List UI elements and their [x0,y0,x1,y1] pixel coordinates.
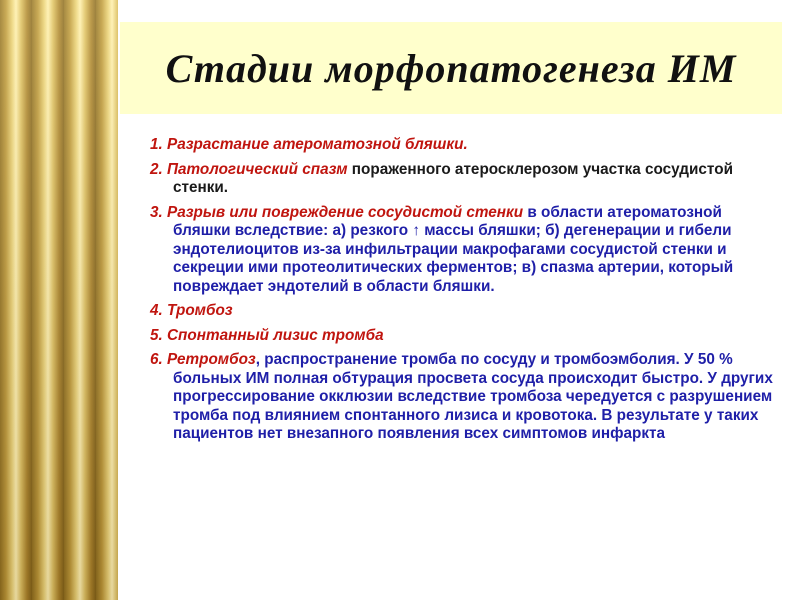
item-text: пораженного атеросклерозом участка сосудистой стенки. [173,160,733,196]
curtain-decoration [0,0,118,600]
item-lead: 3. Разрыв или повреждение сосудистой стенки [150,203,524,221]
list-item [150,351,775,444]
item-lead: 5. Спонтанный лизис тромба [150,326,384,344]
list-item [150,161,775,198]
list-item [150,204,775,297]
list-item [150,327,775,346]
list-item [150,302,775,321]
item-lead: 4. Тромбоз [150,302,233,319]
item-lead: 1. Разрастание атероматозной бляшки. [150,136,468,153]
item-lead: 6. Ретромбоз [150,351,256,368]
item-lead: 2. Патологический спазм [150,160,348,178]
item-text: , распространение тромба по сосуду и тромбоэмболия. У 50 % больных ИМ полная обтурация просвета сосуда происходит быстро. У других прогрессирование окклюзии вследствие тромбоза чередуется с разрушением тромба под влиянием спонтанного лизиса и кровотока. В результате у таких пациентов нет внезапного появления всех симптомов инфаркта [173,351,773,442]
stages-list [150,136,775,450]
title-box [120,22,782,114]
list-item [150,136,775,155]
page-title: Стадии морфопатогенеза ИМ [165,45,737,91]
item-text: в области атероматозной бляшки вследствие: а) резкого ↑ массы бляшки; б) дегенерации и гибели эндотелиоцитов из-за инфильтрации макрофагами сосудистой стенки и секреции ими протеолитических ферментов; в) спазма артерии, который повреждает эндотелий в области бляшки. [173,203,734,295]
